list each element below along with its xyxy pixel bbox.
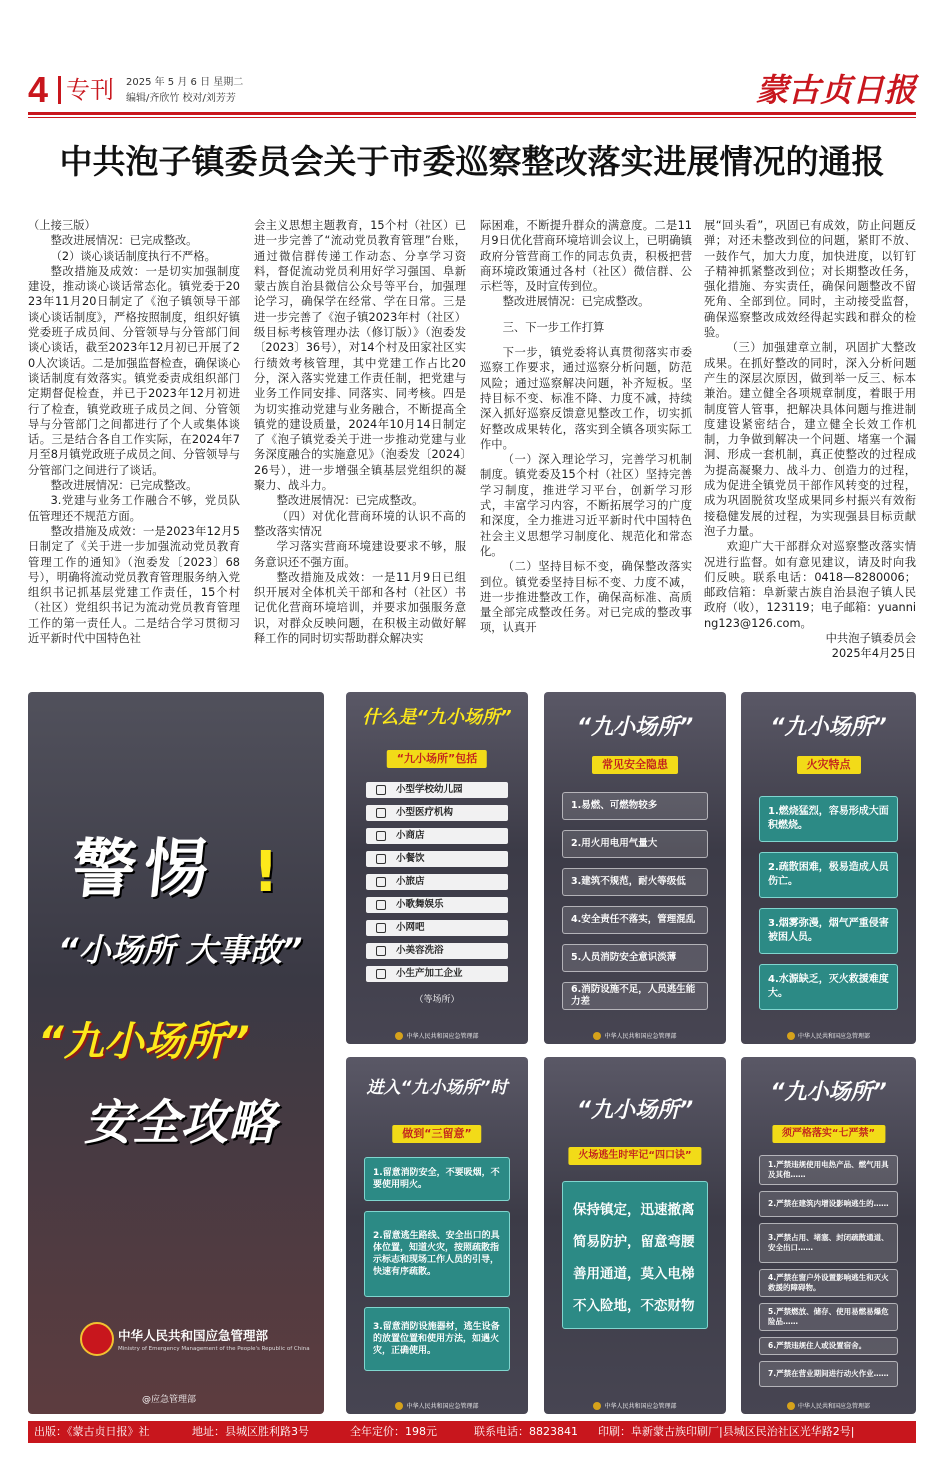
- poster-logo: 中华人民共和国应急管理部: [741, 1031, 916, 1041]
- poster-guide-title: 安全攻略: [84, 1095, 277, 1151]
- weibo-watermark: @应急管理部: [142, 1395, 197, 1405]
- masthead-divider: [58, 76, 61, 104]
- list-item: 小型医疗机构: [366, 805, 508, 821]
- issue-date: 2025 年 5 月 6 日 星期二: [126, 77, 244, 88]
- rhyme-line: 善用通道，莫入电梯: [573, 1266, 695, 1282]
- rhyme-line: 简易防护，留意弯腰: [573, 1234, 695, 1250]
- poster-title: “九小场所”: [576, 715, 694, 740]
- ministry-name: 中华人民共和国应急管理部: [118, 1328, 269, 1343]
- prohibition-item: 6.严禁违规住人或设置宿舍。: [759, 1337, 898, 1355]
- beauty-icon: [376, 946, 386, 956]
- paragraph: 整改进展情况：已完成整改。: [50, 479, 198, 493]
- header-rule-thin: [28, 117, 916, 118]
- poster-ribbon: 做到“三留意”: [392, 1125, 481, 1143]
- poster-warning-heading: 警惕: [68, 833, 220, 907]
- attention-item: 3.留意消防设施器材，逃生设备的放置位置和使用方法，如遇火灾，正确使用。: [364, 1307, 510, 1371]
- paragraph: 整改进展情况：已完成整改。: [50, 234, 198, 248]
- list-item: 小歌舞娱乐: [366, 897, 508, 913]
- paragraph: （三）加强建章立制，巩固扩大整改成果。在抓好整改的同时，深入分析问题产生的深层次原因，做到举一反三、标本兼治。建立健全各项规章制度，着眼于用制度管人管事，把解决具体问题与推进制度建设紧密结合，建立健全长效工作机制，力争做到解决一个问题、堵塞一个漏洞、形成一套机制，真正使整改的过程成为提高凝聚力、战斗力、创造力的过程，成为促进全镇党员干部作风转变的过程，成为巩固脱贫攻坚成果同乡村振兴有效衔接稳健发展的过程，为实现强县目标贡献泡子力量。: [704, 341, 916, 538]
- list-item: 小旅店: [366, 874, 508, 890]
- paragraph: 学习落实营商环境建设要求不够，服务意识还不强方面。: [254, 540, 466, 569]
- paragraph: 会主义思想主题教育，15个村（社区）已进一步完善了“流动党员教育管理”台账，通过微信群传递工作动态、分享学习资料，督促流动党员利用好学习强国、阜新蒙古族自治县微信公众号等平台，加强理论学习，确保学在经常、学在日常。三是进一步完善了《泡子镇2023年村（社区）级目标考核管理办法（修订版）》（泡委发〔2023〕36号），对14个村及田家社区实行绩效考核管理，其中党建工作占比20分，深入落实党建工作责任制，把党建与业务工作同安排、同落实、同考核。四是为切实推动党建与业务融合，不断提高全镇党的建设质量，2024年10月14日制定了《泡子镇党委关于进一步推动党建与业务深度融合的实施意见》（泡委发〔2024〕26号），进一步增强全镇基层党组织的凝聚力、战斗力。: [254, 219, 466, 493]
- list-item: 小生产加工企业: [366, 966, 508, 982]
- spacer: [480, 335, 692, 345]
- section-name: 专刊: [66, 76, 114, 104]
- prohibition-item: 2.严禁在建筑内增设影响逃生的……: [759, 1191, 898, 1217]
- prohibition-item: 4.严禁在窗户外设置影响逃生和灭火救援的障碍物。: [759, 1269, 898, 1297]
- paragraph: 整改措施及成效：一是切实加强制度建设，推动谈心谈话常态化。镇党委于2023年11月20日制定了《泡子镇领导干部谈心谈话制度》，严格按照制度，组织好镇党委班子成员间、分管领导与分管部门间谈心谈话，截至2023年12月初已开展了20人次谈话。二是加强监督检查，确保谈心谈话制度有效落实。镇党委责成组织部门定期督促检查，并已于2023年12月初进行了检查，镇党政班子成员之间、分管领导与分管部门之间都进行了个人或集体谈话。三是结合各自工作实际，在2024年7月至8月镇党政班子成员之间、分管领导与分管部门之间进行了谈话。: [28, 264, 240, 477]
- section-heading: 三、下一步工作打算: [502, 320, 605, 334]
- hazard-item: 3.建筑不规范，耐火等级低: [562, 868, 708, 896]
- paragraph: 整改进展情况：已完成整改。: [502, 295, 650, 309]
- paragraph: （二）坚持目标不变，确保整改落实到位。镇党委坚持目标不变、力度不减，进一步推进整改工作，确保高标准、高质量全部完成整改任务。对已完成的整改事项，认真开: [480, 560, 692, 635]
- poster-logo: 中华人民共和国应急管理部: [346, 1401, 528, 1411]
- header-rule: [28, 112, 916, 115]
- article-title: 中共泡子镇委员会关于市委巡察整改落实进展情况的通报: [59, 142, 885, 181]
- poster-ribbon: “九小场所”包括: [387, 750, 487, 768]
- paragraph: 欢迎广大干部群众对巡察整改落实情况进行监督。如有意见建议，请及时向我们反映。联系电话：0418—8280006；邮政信箱：阜新蒙古族自治县泡子镇人民政府（收），123119；电子邮箱：yuanning123@126.com。: [704, 540, 916, 630]
- poster-ribbon: 常见安全隐患: [592, 756, 678, 774]
- column-4: [704, 218, 916, 662]
- article-body: [28, 218, 916, 668]
- poster-logo: 中华人民共和国应急管理部: [346, 1031, 528, 1041]
- emblem-icon: [593, 1032, 601, 1040]
- fire-feature-item: 4.水源缺乏，灭火救援难度大。: [759, 964, 898, 1010]
- footer-address: 地址：县城区胜利路3号: [192, 1425, 309, 1438]
- list-item: 小型学校幼儿园: [366, 782, 508, 798]
- factory-icon: [376, 969, 386, 979]
- paragraph: （2）谈心谈话制度执行不严格。: [50, 249, 216, 263]
- list-item: 小餐饮: [366, 851, 508, 867]
- poster-title: 什么是“九小场所”: [362, 707, 512, 728]
- paragraph: 3.党建与业务工作融合不够，党员队伍管理还不规范方面。: [28, 494, 240, 523]
- prohibition-item: 1.严禁违规使用电热产品、燃气用具及其他……: [759, 1155, 898, 1185]
- school-icon: [376, 785, 386, 795]
- list-item: 小商店: [366, 828, 508, 844]
- national-emblem-icon: [80, 1322, 114, 1356]
- prohibition-item: 3.严禁占用、堵塞、封闭疏散通道、安全出口……: [759, 1223, 898, 1263]
- hazard-item: 1.易燃、可燃物较多: [562, 792, 708, 820]
- paragraph: 下一步，镇党委将认真贯彻落实市委巡察工作要求，通过巡察分析问题，防范风险；通过巡察解决问题，补齐短板。坚持目标不变、标准不降、力度不减，持续深入抓好巡察反馈意见整改工作，切实抓好整改成果转化，落实到全镇各项实际工作中。: [480, 346, 692, 451]
- attention-item: 1.留意消防安全，不要吸烟，不要使用明火。: [364, 1157, 510, 1201]
- newspaper-logo: 蒙古贞日报: [755, 71, 916, 109]
- sign-date: 2025年4月25日: [831, 647, 916, 661]
- poster-seven-prohibitions: [741, 1057, 916, 1414]
- rhyme-line: 保持镇定，迅速撤离: [573, 1202, 695, 1218]
- column-3: [480, 218, 692, 636]
- paragraph: （上接三版）: [28, 219, 96, 232]
- poster-title: “九小场所”: [576, 1098, 694, 1123]
- emblem-icon: [787, 1032, 795, 1040]
- footer-printer: 印刷：阜新蒙古族印刷厂|县城区民治社区光华路2号|: [598, 1425, 855, 1438]
- restaurant-icon: [376, 854, 386, 864]
- prohibition-item: 5.严禁燃放、储存、使用易燃易爆危险品……: [759, 1303, 898, 1331]
- hotel-icon: [376, 877, 386, 887]
- paragraph: （一）深入理论学习，完善学习机制制度。镇党委及15个村（社区）坚持完善学习制度，推进学习平台，创新学习形式，丰富学习内容，不断拓展学习的广度和深度，全力推进习近平新时代中国特色社会主义思想学习制度化、规范化和常态化。: [480, 453, 692, 558]
- poster-title: “九小场所”: [770, 715, 887, 740]
- poster-escape: [544, 1057, 726, 1414]
- emblem-icon: [395, 1032, 403, 1040]
- ministry-name-en: Ministry of Emergency Management of the People's Republic of China: [118, 1346, 310, 1352]
- poster-entering: [346, 1057, 528, 1414]
- poster-main: [28, 692, 324, 1414]
- poster-logo: 中华人民共和国应急管理部: [544, 1031, 726, 1041]
- emblem-icon: [593, 1402, 601, 1410]
- attention-item: 2.留意逃生路线、安全出口的具体位置，知道火灾，按照疏散指示标志和现场工作人员的引导，快速有序疏散。: [364, 1211, 510, 1297]
- list-item: 小网吧: [366, 920, 508, 936]
- poster-what-is: [346, 692, 528, 1044]
- poster-ribbon: 火灾特点: [797, 756, 861, 774]
- paragraph: 展“回头看”，巩固已有成效，防止问题反弹；对还未整改到位的问题，紧盯不放、一鼓作气，加大力度，加快进度，以钉钉子精神抓紧整改到位；对长期整改任务，强化措施、夯实责任，确保问题整改不留死角、全部到位。同时，主动接受监督，确保巡察整改成效经得起实践和群众的检验。: [704, 219, 916, 340]
- escape-rhyme-box: [562, 1181, 708, 1329]
- poster-fire-features: [741, 692, 916, 1044]
- computer-icon: [376, 923, 386, 933]
- paragraph: 整改措施及成效：一是2023年12月5日制定了《关于进一步加强流动党员教育管理工作的通知》（泡委发〔2023〕68号），明确将流动党员教育管理服务纳入党组织书记抓基层党建工作责任，15个村（社区）党组织书记为流动党员教育管理工作的第一责任人。二是结合学习贯彻习近平新时代中国特色社: [28, 524, 240, 646]
- hazard-item: 6.消防设施不足，人员逃生能力差: [562, 982, 708, 1010]
- prohibition-item: 7.严禁在营业期间进行动火作业……: [759, 1361, 898, 1387]
- hospital-icon: [376, 808, 386, 818]
- poster-logo: 中华人民共和国应急管理部: [741, 1401, 916, 1411]
- poster-ribbon: 火场逃生时牢记“四口诀”: [568, 1147, 701, 1165]
- emblem-icon: [395, 1402, 403, 1410]
- microphone-icon: [376, 900, 386, 910]
- poster-slogan: “小场所 大事故”: [58, 931, 303, 969]
- masthead: [28, 70, 916, 110]
- hazard-item: 2.用火用电用气量大: [562, 830, 708, 858]
- poster-title: 进入“九小场所”时: [366, 1078, 508, 1098]
- signature: 中共泡子镇委员会: [825, 632, 916, 646]
- fire-feature-item: 3.烟雾弥漫，烟气严重侵害被困人员。: [759, 908, 898, 954]
- column-1: [28, 218, 240, 646]
- poster-note: （等场所）: [414, 995, 460, 1005]
- footer-price: 全年定价：198元: [350, 1425, 437, 1438]
- rhyme-line: 不入险地，不恋财物: [573, 1298, 695, 1314]
- footer-bar: [28, 1421, 916, 1443]
- column-2: [254, 218, 466, 646]
- hazard-item: 5.人员消防安全意识淡薄: [562, 944, 708, 972]
- poster-logo: 中华人民共和国应急管理部: [544, 1401, 726, 1411]
- paragraph: 际困难，不断提升群众的满意度。二是11月9日优化营商环境培训会议上，已明确镇政府分管营商工作的同志负责，积极把营商环境政策通过各村（社区）微信群、公示栏等，及时宣传到位。: [480, 219, 692, 294]
- poster-title: “九小场所”: [770, 1080, 887, 1105]
- emblem-icon: [787, 1402, 795, 1410]
- poster-hazards: [544, 692, 726, 1044]
- fire-feature-item: 2.疏散困难，极易造成人员伤亡。: [759, 852, 898, 898]
- spacer: [480, 310, 692, 320]
- fire-feature-item: 1.燃烧猛烈，容易形成大面积燃烧。: [759, 796, 898, 842]
- footer-phone: 联系电话：8823841: [474, 1425, 578, 1438]
- hazard-item: 4.安全责任不落实，管理混乱: [562, 906, 708, 934]
- list-item: 小美容洗浴: [366, 943, 508, 959]
- editor-line: 编辑/齐欣竹 校对/刘芳芳: [126, 93, 236, 104]
- exclamation-icon: !: [253, 840, 279, 905]
- poster-subject: “九小场所”: [38, 1019, 250, 1065]
- shop-icon: [376, 831, 386, 841]
- paragraph: 整改措施及成效：一是11月9日已组织开展对全体机关干部和各村（社区）书记优化营商环境培训，并要求加强服务意识，对群众反映问题，在积极主动做好解释工作的同时切实帮助群众解决实: [254, 570, 466, 646]
- paragraph: （四）对优化营商环境的认识不高的整改落实情况: [254, 509, 466, 538]
- page-number: 4: [28, 69, 49, 110]
- paragraph: 整改进展情况：已完成整改。: [276, 494, 424, 508]
- footer-publisher: 出版：《蒙古贞日报》社: [34, 1425, 150, 1438]
- poster-ribbon: 须严格落实“七严禁”: [772, 1125, 885, 1143]
